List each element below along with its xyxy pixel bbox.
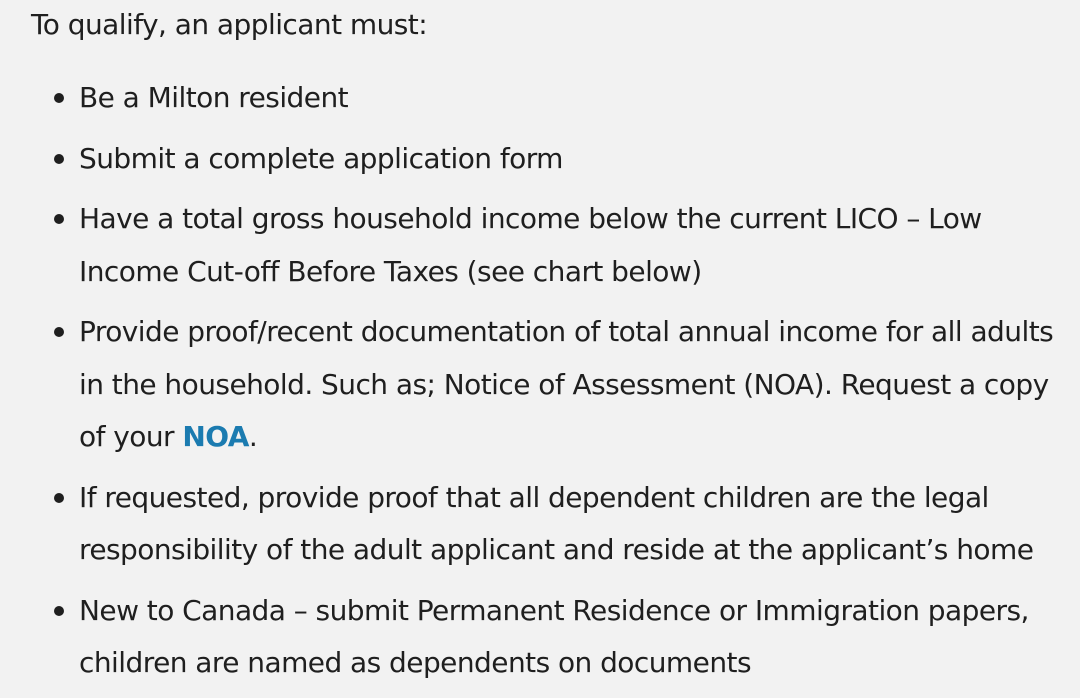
requirements-list [0, 72, 1080, 698]
bullet-icon [54, 606, 64, 616]
requirement-line: If requested, provide proof that all dependent children are the legal [79, 480, 989, 514]
requirement-line: New to Canada – submit Permanent Residence or Immigration papers, [79, 593, 1029, 627]
list-item [0, 585, 1080, 690]
list-item [0, 193, 1080, 298]
noa-link[interactable]: NOA [182, 420, 249, 453]
requirement-tail-suffix: . [248, 420, 258, 453]
bullet-icon [54, 327, 64, 337]
requirement-tail-prefix: of your [79, 420, 183, 453]
requirement-line: Have a total gross household income below the current LICO – Low [79, 202, 982, 235]
bullet-icon [54, 214, 64, 224]
intro-text: To qualify, an applicant must: [31, 8, 428, 41]
requirement-line: children are named as dependents on documents [79, 646, 751, 679]
bullet-icon [54, 154, 64, 164]
list-item [0, 133, 1080, 186]
requirement-line: Be a Milton resident [79, 81, 349, 114]
bullet-icon [54, 493, 64, 503]
requirement-line: responsibility of the adult applicant and reside at the applicant’s home [79, 533, 1034, 566]
requirement-line: in the household. Such as; Notice of Assessment (NOA). Request a copy [79, 367, 1049, 401]
list-item [0, 72, 1080, 125]
requirement-line: Submit a complete application form [79, 141, 563, 175]
requirement-line: Income Cut-off Before Taxes (see chart below) [79, 254, 702, 288]
requirement-line: Provide proof/recent documentation of total annual income for all adults [79, 315, 1054, 348]
list-item [0, 472, 1080, 577]
list-item [0, 306, 1080, 464]
bullet-icon [54, 93, 64, 103]
